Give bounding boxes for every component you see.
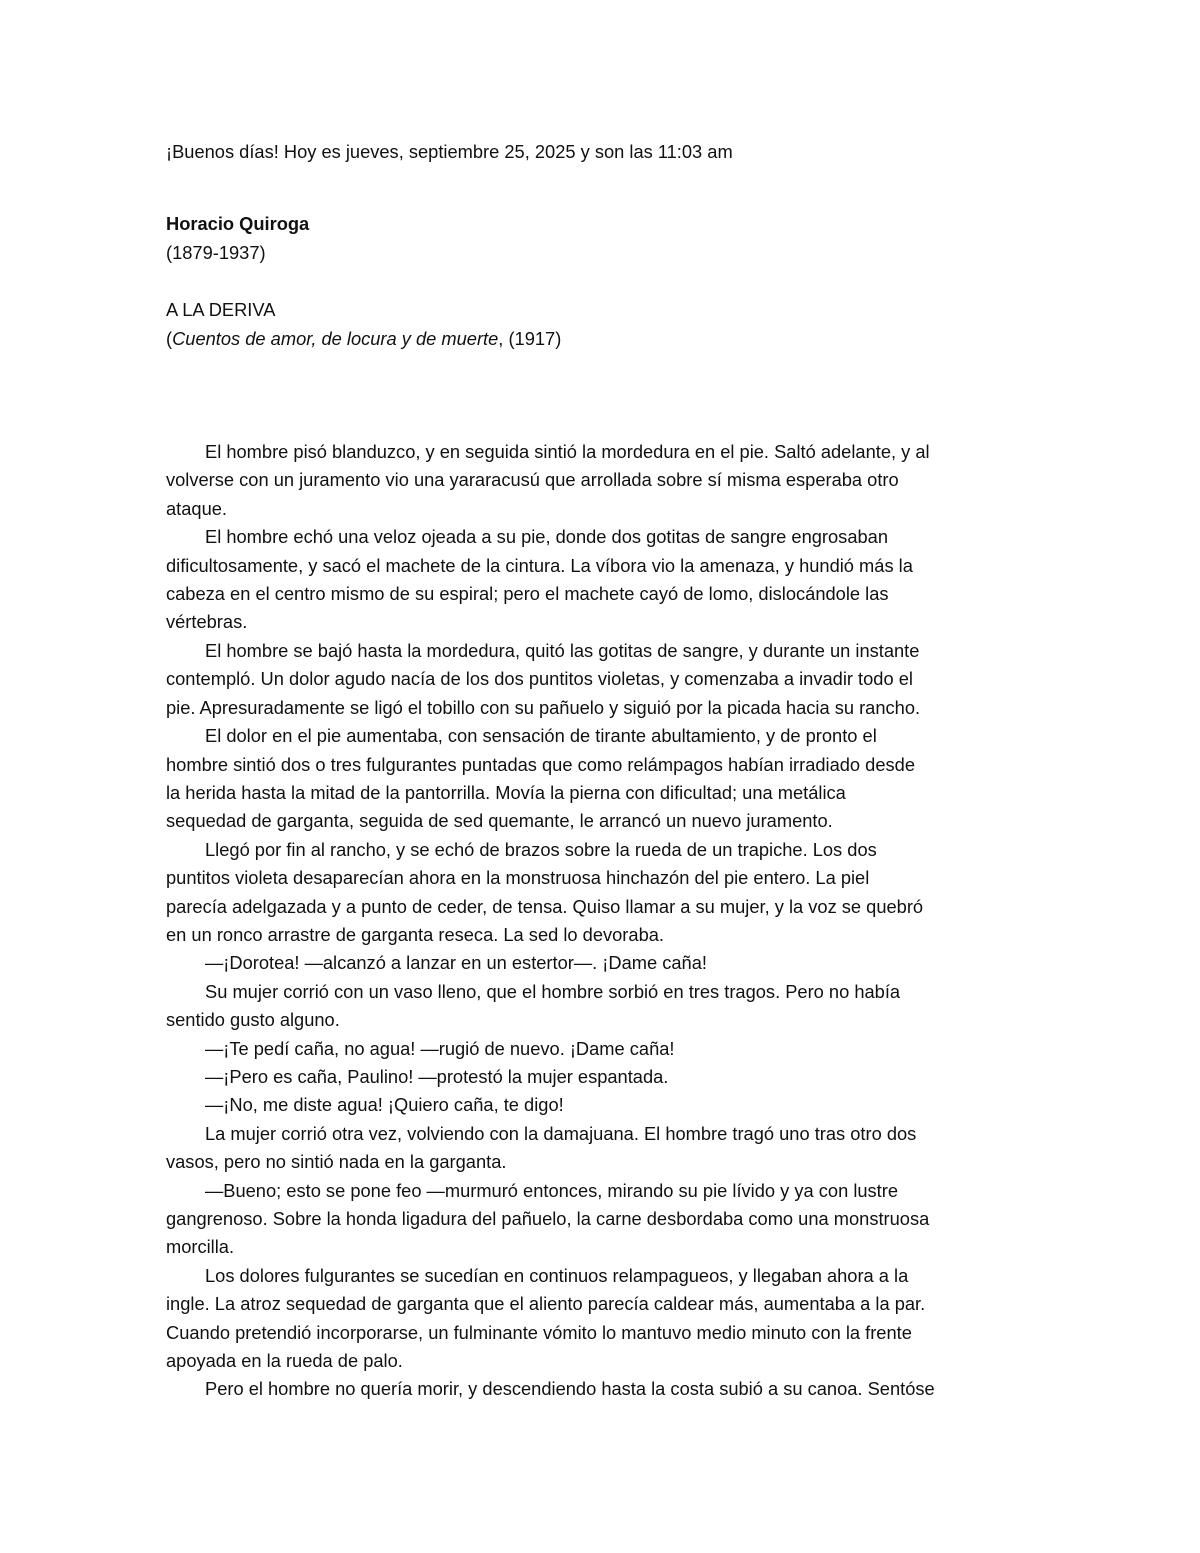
story-paragraph (166, 1120, 1036, 1177)
paragraph-line: dificultosamente, y sacó el machete de la cintura. La víbora vio la amenaza, y hundió más la (166, 554, 913, 576)
source-open: ( (166, 327, 173, 349)
paragraph-line: ataque. (166, 497, 227, 519)
paragraph-line: vasos, pero no sintió nada en la garganta. (166, 1151, 507, 1173)
story-title: A LA DERIVA (166, 299, 276, 321)
paragraph-line: en un ronco arrastre de garganta reseca. La sed lo devoraba. (166, 923, 664, 945)
paragraph-line: Pero el hombre no quería morir, y descendiendo hasta la costa subió a su canoa. Sentóse (205, 1378, 935, 1400)
paragraph-line: cabeza en el centro mismo de su espiral; pero el machete cayó de lomo, dislocándole las (166, 583, 889, 605)
story-paragraph (166, 1375, 1036, 1403)
source-book-title: Cuentos de amor, de locura y de muerte (172, 327, 499, 349)
story-paragraph (166, 1091, 1036, 1119)
paragraph-line: ingle. La atroz sequedad de garganta que el aliento parecía caldear más, aumentaba a la par. (166, 1293, 926, 1315)
paragraph-line: —¡Pero es caña, Paulino! —protestó la mujer espantada. (205, 1065, 669, 1087)
story-paragraph (166, 978, 1036, 1035)
paragraph-line: Su mujer corrió con un vaso lleno, que el hombre sorbió en tres tragos. Pero no había (205, 980, 901, 1002)
story-paragraph (166, 523, 1036, 637)
story-paragraph (166, 722, 1036, 836)
author-years: (1879-1937) (166, 241, 266, 263)
paragraph-line: —¡No, me diste agua! ¡Quiero caña, te digo! (205, 1094, 564, 1116)
document-page (166, 138, 1036, 1404)
paragraph-line: Llegó por fin al rancho, y se echó de brazos sobre la rueda de un trapiche. Los dos (205, 838, 877, 860)
greeting-line: ¡Buenos días! Hoy es jueves, septiembre 25, 2025 y son las 11:03 am (166, 141, 733, 162)
paragraph-line: —¡Dorotea! —alcanzó a lanzar en un estertor—. ¡Dame caña! (205, 952, 707, 974)
paragraph-line: El hombre se bajó hasta la mordedura, quitó las gotitas de sangre, y durante un instante (205, 639, 920, 661)
paragraph-line: parecía adelgazada y a punto de ceder, de tensa. Quiso llamar a su mujer, y la voz se quebró (166, 895, 924, 917)
paragraph-line: la herida hasta la mitad de la pantorrilla. Movía la pierna con dificultad; una metálica (166, 781, 846, 803)
paragraph-line: puntitos violeta desaparecían ahora en la monstruosa hinchazón del pie entero. La piel (166, 867, 870, 889)
story-body (166, 438, 1036, 1404)
paragraph-line: morcilla. (166, 1236, 235, 1258)
paragraph-line: contempló. Un dolor agudo nacía de los dos puntitos violetas, y comenzaba a invadir todo el (166, 668, 913, 690)
story-paragraph (166, 1063, 1036, 1091)
paragraph-line: volverse con un juramento vio una yararacusú que arrollada sobre sí misma esperaba otro (166, 469, 899, 491)
paragraph-line: Los dolores fulgurantes se sucedían en continuos relampagueos, y llegaban ahora a la (205, 1264, 909, 1286)
paragraph-line: sequedad de garganta, seguida de sed quemante, le arrancó un nuevo juramento. (166, 810, 833, 832)
story-paragraph (166, 836, 1036, 950)
story-paragraph (166, 1177, 1036, 1262)
story-paragraph (166, 637, 1036, 722)
paragraph-line: Cuando pretendió incorporarse, un fulminante vómito lo mantuvo medio minuto con la frente (166, 1321, 912, 1343)
paragraph-line: La mujer corrió otra vez, volviendo con la damajuana. El hombre tragó uno tras otro dos (205, 1122, 917, 1144)
paragraph-line: gangrenoso. Sobre la honda ligadura del pañuelo, la carne desbordaba como una monstruosa (166, 1208, 930, 1229)
paragraph-line: —Bueno; esto se pone feo —murmuró entonces, mirando su pie lívido y ya con lustre (205, 1179, 899, 1201)
paragraph-line: El hombre echó una veloz ojeada a su pie, donde dos gotitas de sangre engrosaban (205, 526, 888, 548)
story-paragraph (166, 438, 1036, 523)
paragraph-line: El hombre pisó blanduzco, y en seguida sintió la mordedura en el pie. Saltó adelante, y al (205, 441, 930, 463)
paragraph-line: —¡Te pedí caña, no agua! —rugió de nuevo. ¡Dame caña! (205, 1037, 675, 1059)
paragraph-line: hombre sintió dos o tres fulgurantes puntadas que como relámpagos habían irradiado desde (166, 753, 915, 775)
paragraph-line: El dolor en el pie aumentaba, con sensación de tirante abultamiento, y de pronto el (205, 725, 877, 747)
story-paragraph (166, 1035, 1036, 1063)
author-name: Horacio Quiroga (166, 213, 310, 235)
story-paragraph (166, 949, 1036, 977)
story-source (166, 325, 1036, 353)
story-paragraph (166, 1262, 1036, 1376)
paragraph-line: apoyada en la rueda de palo. (166, 1350, 403, 1372)
paragraph-line: vértebras. (166, 611, 248, 633)
source-close: , (1917) (498, 327, 562, 349)
paragraph-line: pie. Apresuradamente se ligó el tobillo con su pañuelo y siguió por la picada hacia su rancho. (166, 696, 921, 718)
paragraph-line: sentido gusto alguno. (166, 1009, 340, 1031)
